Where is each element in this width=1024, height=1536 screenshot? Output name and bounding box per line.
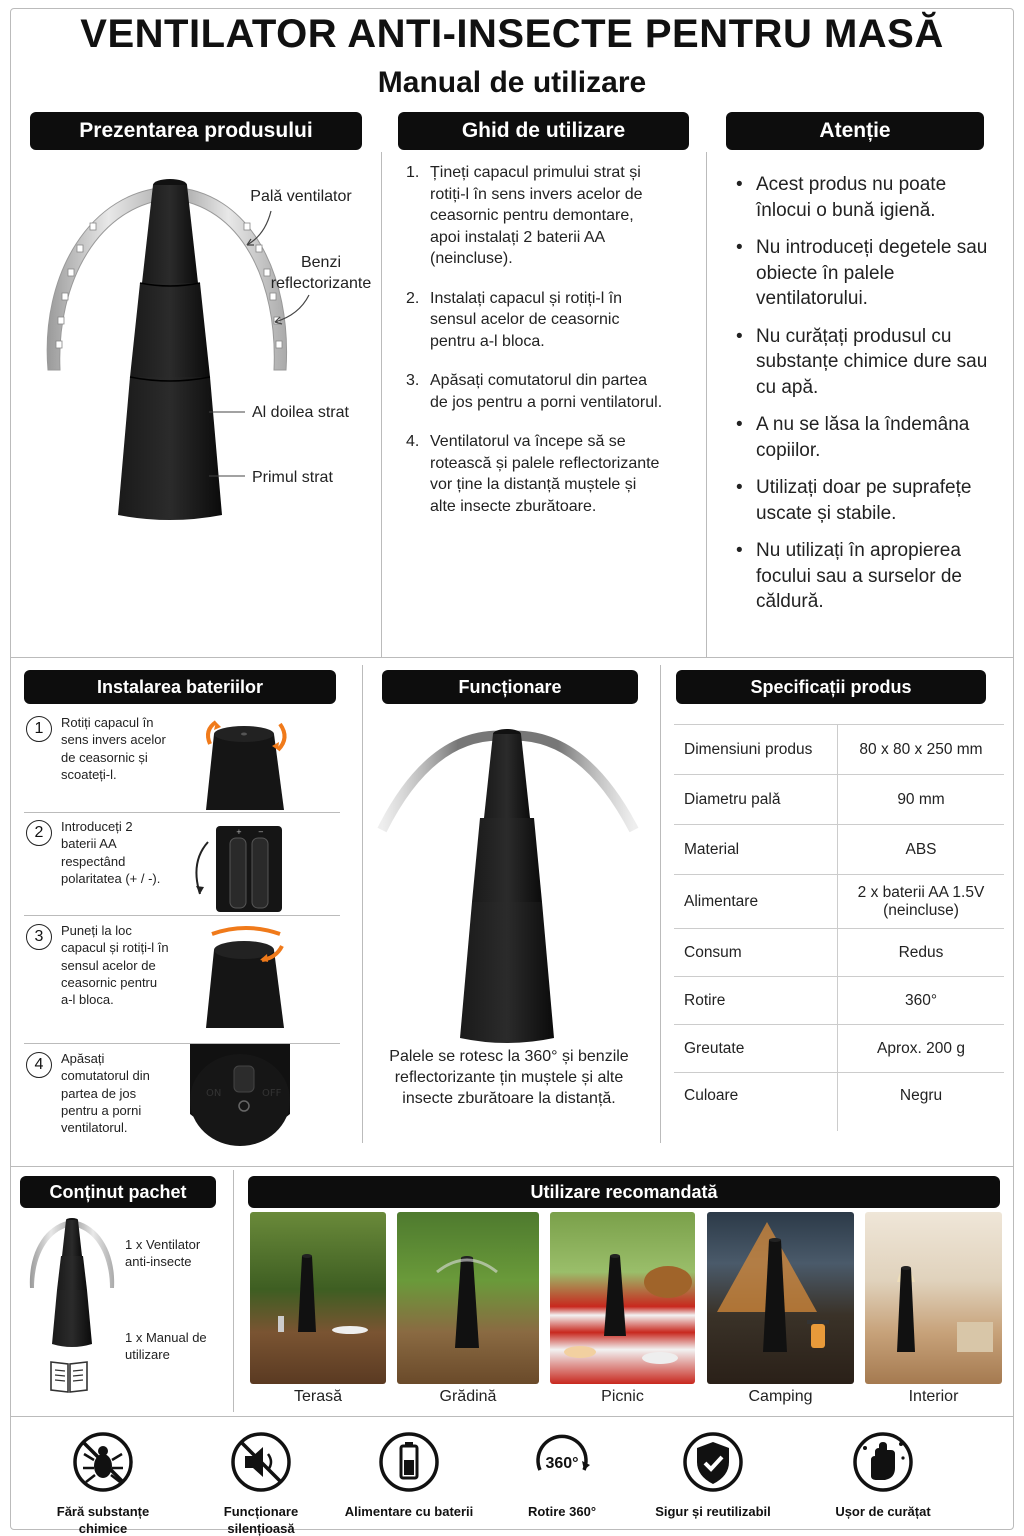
feature-easy-clean — [818, 1430, 948, 1520]
clean-hand-icon — [851, 1430, 915, 1494]
switch-bottom-icon — [184, 1044, 296, 1150]
guide-step: 3. Apăsați comutatorul din partea de jos pentru a porni ventilatorul. — [406, 372, 663, 411]
battery-step — [24, 922, 344, 1040]
spec-row: Alimentare 2 x baterii AA 1.5V (neincluse) — [674, 875, 1004, 929]
specs-header: Specificații produs — [676, 670, 986, 704]
battery-header: Instalarea bateriilor — [24, 670, 336, 704]
warning-item: • Utilizați doar pe suprafețe uscate și stabile. — [736, 475, 996, 526]
step-text: Apăsați comutatorul din partea de jos pentru a porni ventilatorul. — [61, 1051, 150, 1136]
step-number: 1 — [26, 716, 52, 742]
label-first-layer: Primul strat — [252, 469, 333, 486]
product-header: Prezentarea produsului — [30, 112, 362, 150]
step-number: 3 — [26, 924, 52, 950]
function-header: Funcționare — [382, 670, 638, 704]
spec-row: Material ABS — [674, 825, 1004, 875]
badge-360-text: 360° — [545, 1455, 579, 1472]
warning-item: • Acest produs nu poate înlocui o bună igienă. — [736, 172, 996, 223]
label-strips: Benzi reflectorizante — [270, 254, 372, 292]
fan-spinning-image — [372, 720, 642, 1050]
spec-row: Consum Redus — [674, 929, 1004, 977]
pointer-lines — [205, 205, 325, 485]
spec-row: Rotire 360° — [674, 977, 1004, 1025]
switch-off-label: OFF — [262, 1088, 282, 1099]
package-header: Conținut pachet — [20, 1176, 216, 1208]
page-subtitle: Manual de utilizare — [377, 66, 647, 99]
warning-item: • Nu utilizați în apropierea focului sau a surselor de căldură. — [736, 538, 996, 615]
warning-item: • Nu introduceți degetele sau obiecte în palele ventilatorului. — [736, 235, 996, 312]
battery-compartment-icon — [188, 822, 288, 912]
feature-battery — [344, 1430, 474, 1520]
page-title: VENTILATOR ANTI-INSECTE PENTRU MASĂ — [80, 12, 944, 56]
feature-label: Rotire 360° — [527, 1504, 597, 1519]
divider — [10, 657, 1014, 658]
function-caption: Palele se rotesc la 360° și benzile reflectorizante țin muștele și alte insecte zburătoare la distanță. — [389, 1048, 629, 1107]
package-fan-image — [24, 1214, 120, 1350]
divider — [24, 812, 340, 813]
step-text: Rotiți capacul în sens invers acelor de ceasornic și scoateți-l. — [61, 715, 166, 782]
divider — [706, 152, 707, 657]
no-bug-icon — [71, 1430, 135, 1494]
battery-icon — [377, 1430, 441, 1494]
feature-rotation — [497, 1430, 627, 1520]
caption-interior: Interior — [908, 1388, 959, 1405]
spec-row: Culoare Negru — [684, 1087, 943, 1104]
feature-label: Ușor de curățat — [835, 1504, 931, 1519]
svg-text:+: + — [236, 828, 242, 836]
svg-text:−: − — [258, 828, 264, 836]
label-second-layer: Al doilea strat — [252, 404, 349, 421]
spec-row: Greutate Aprox. 200 g — [674, 1025, 1004, 1073]
guide-step: 4. Ventilatorul va începe să se rotească și palele reflectorizante vor ține la distanță muștele și alte insecte zburătoare. — [406, 433, 660, 515]
photo-terrace — [250, 1212, 386, 1384]
caption-camping: Camping — [748, 1388, 813, 1405]
photo-interior — [865, 1212, 1002, 1384]
speaker-mute-icon — [229, 1430, 293, 1494]
divider — [10, 1416, 1014, 1417]
feature-label: Fără substanțe chimice — [56, 1504, 150, 1536]
warning-item: • A nu se lăsa la îndemâna copiilor. — [736, 412, 996, 463]
step-number: 4 — [26, 1052, 52, 1078]
step-number: 2 — [26, 820, 52, 846]
usage-header: Utilizare recomandată — [248, 1176, 1000, 1208]
photo-camping — [707, 1212, 854, 1384]
guide-step: 1. Țineți capacul primului strat și rotiți-l în sens invers acelor de ceasornic pentru demontare, apoi instalați 2 baterii AA (neincluse). — [406, 164, 643, 267]
feature-safe — [648, 1430, 778, 1520]
step-text: Introduceți 2 baterii AA respectând polaritatea (+ / -). — [61, 819, 161, 886]
step-text: Puneți la loc capacul și rotiți-l în sensul acelor de ceasornic pentru a-l bloca. — [61, 923, 169, 1008]
photo-picnic — [550, 1212, 695, 1384]
feature-label: Funcționare silențioasă — [223, 1504, 299, 1536]
battery-step — [24, 818, 344, 914]
divider — [381, 152, 382, 657]
label-blade: Palǎ ventilator — [250, 188, 352, 205]
switch-on-label: ON — [206, 1088, 222, 1099]
rotate-360-icon — [530, 1430, 594, 1494]
guide-header: Ghid de utilizare — [398, 112, 689, 150]
divider — [24, 915, 340, 916]
manual-book-icon — [48, 1358, 90, 1394]
feature-silent — [196, 1430, 326, 1536]
feature-label: Alimentare cu baterii — [344, 1504, 474, 1519]
package-item: 1 x Ventilator anti-insecte — [125, 1237, 201, 1269]
package-item: 1 x Manual de utilizare — [125, 1330, 207, 1362]
spec-row: Diametru palǎ 90 mm — [674, 775, 1004, 825]
divider — [10, 1166, 1014, 1167]
guide-steps — [406, 162, 666, 535]
feature-label: Sigur și reutilizabil — [655, 1504, 771, 1519]
warning-header: Atenție — [726, 112, 984, 150]
photo-garden — [397, 1212, 539, 1384]
caption-terrace: Terasă — [293, 1388, 343, 1405]
divider — [362, 665, 363, 1143]
warning-list — [736, 172, 996, 627]
divider — [660, 665, 661, 1143]
guide-step: 2. Instalați capacul și rotiți-l în sensul acelor de ceasornic pentru a-l bloca. — [406, 289, 623, 350]
spec-row: Dimensiuni produs 80 x 80 x 250 mm — [674, 725, 1004, 775]
warning-item: • Nu curățați produsul cu substanțe chimice dure sau cu apă. — [736, 324, 996, 401]
caption-garden: Grădină — [439, 1388, 497, 1405]
cap-rotate-icon — [196, 712, 296, 810]
divider — [233, 1170, 234, 1412]
feature-no-chemicals — [38, 1430, 168, 1536]
caption-picnic: Picnic — [601, 1388, 644, 1405]
battery-step — [24, 714, 344, 810]
shield-check-icon — [681, 1430, 745, 1494]
cap-lock-icon — [196, 922, 296, 1028]
